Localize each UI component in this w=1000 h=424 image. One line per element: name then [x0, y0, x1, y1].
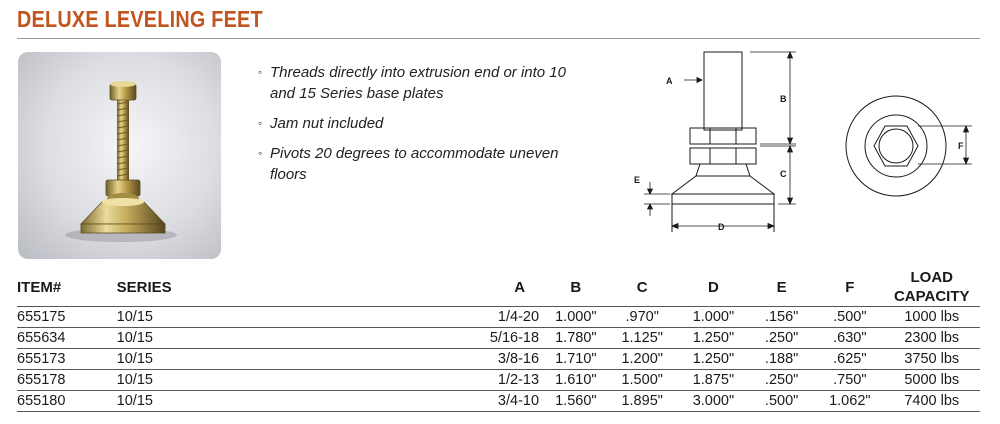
- product-photo: [18, 52, 221, 259]
- cell-item: 655178: [17, 370, 117, 391]
- dim-label-a: A: [666, 76, 673, 86]
- cell-e: .188": [747, 349, 816, 370]
- dim-label-b: B: [780, 94, 787, 104]
- cell-b: 1.560": [547, 391, 605, 412]
- cell-series: 10/15: [117, 370, 411, 391]
- table-row: [17, 307, 980, 328]
- page-title: DELUXE LEVELING FEET: [17, 6, 263, 32]
- bullet-icon: ◦: [258, 65, 263, 79]
- cell-f: 1.062": [816, 391, 883, 412]
- cell-c: 1.895": [605, 391, 680, 412]
- cell-d: 1.875": [680, 370, 747, 391]
- feature-text: Jam nut included: [270, 115, 384, 132]
- bullet-icon: ◦: [258, 116, 263, 130]
- cell-d: 3.000": [680, 391, 747, 412]
- cell-a: 1/4-20: [411, 307, 548, 328]
- title-divider: [17, 38, 980, 39]
- feature-text: Pivots 20 degrees to accommodate uneven floors: [270, 145, 559, 183]
- dim-label-d: D: [718, 222, 725, 232]
- feature-text: Threads directly into extrusion end or into 10 and 15 Series base plates: [270, 64, 566, 102]
- cell-a: 1/2-13: [411, 370, 548, 391]
- dim-label-e: E: [634, 175, 641, 185]
- cell-item: 655173: [17, 349, 117, 370]
- bullet-icon: ◦: [258, 146, 263, 160]
- cell-item: 655175: [17, 307, 117, 328]
- dimension-diagram: [600, 40, 990, 240]
- dim-label-c: C: [780, 169, 787, 179]
- cell-series: 10/15: [117, 349, 411, 370]
- cell-d: 1.250": [680, 349, 747, 370]
- cell-f: .625": [816, 349, 883, 370]
- cell-load-capacity: 3750 lbs: [883, 349, 980, 370]
- cell-series: 10/15: [117, 307, 411, 328]
- cell-item: 655634: [17, 328, 117, 349]
- col-header-load-capacity: LOAD CAPACITY: [883, 268, 980, 307]
- cell-load-capacity: 5000 lbs: [883, 370, 980, 391]
- cell-b: 1.610": [547, 370, 605, 391]
- cell-b: 1.780": [547, 328, 605, 349]
- table-header-row: [17, 268, 980, 307]
- cell-a: 3/4-10: [411, 391, 548, 412]
- cell-c: 1.200": [605, 349, 680, 370]
- col-header-e: E: [747, 268, 816, 307]
- cell-b: 1.710": [547, 349, 605, 370]
- col-header-c: C: [605, 268, 680, 307]
- cell-e: .500": [747, 391, 816, 412]
- col-header-b: B: [547, 268, 605, 307]
- cell-series: 10/15: [117, 328, 411, 349]
- cell-c: 1.125": [605, 328, 680, 349]
- cell-series: 10/15: [117, 391, 411, 412]
- cell-d: 1.000": [680, 307, 747, 328]
- table-row: [17, 391, 980, 412]
- feature-list: [258, 62, 588, 194]
- table-row: [17, 370, 980, 391]
- cell-c: .970": [605, 307, 680, 328]
- cell-load-capacity: 1000 lbs: [883, 307, 980, 328]
- table-row: [17, 349, 980, 370]
- spec-table: [17, 268, 980, 412]
- cell-f: .500": [816, 307, 883, 328]
- cell-a: 5/16-18: [411, 328, 548, 349]
- cell-b: 1.000": [547, 307, 605, 328]
- feature-item: [258, 62, 588, 104]
- cell-item: 655180: [17, 391, 117, 412]
- feature-item: [258, 113, 588, 134]
- cell-f: .630": [816, 328, 883, 349]
- cell-a: 3/8-16: [411, 349, 548, 370]
- table-row: [17, 328, 980, 349]
- cell-f: .750": [816, 370, 883, 391]
- col-header-a: A: [411, 268, 548, 307]
- cell-load-capacity: 2300 lbs: [883, 328, 980, 349]
- cell-e: .250": [747, 328, 816, 349]
- cell-d: 1.250": [680, 328, 747, 349]
- col-header-f: F: [816, 268, 883, 307]
- col-header-item: ITEM#: [17, 268, 117, 307]
- dim-label-f: F: [958, 141, 964, 151]
- col-header-d: D: [680, 268, 747, 307]
- cell-c: 1.500": [605, 370, 680, 391]
- feature-item: [258, 143, 588, 185]
- cell-load-capacity: 7400 lbs: [883, 391, 980, 412]
- cell-e: .156": [747, 307, 816, 328]
- col-header-series: SERIES: [117, 268, 411, 307]
- cell-e: .250": [747, 370, 816, 391]
